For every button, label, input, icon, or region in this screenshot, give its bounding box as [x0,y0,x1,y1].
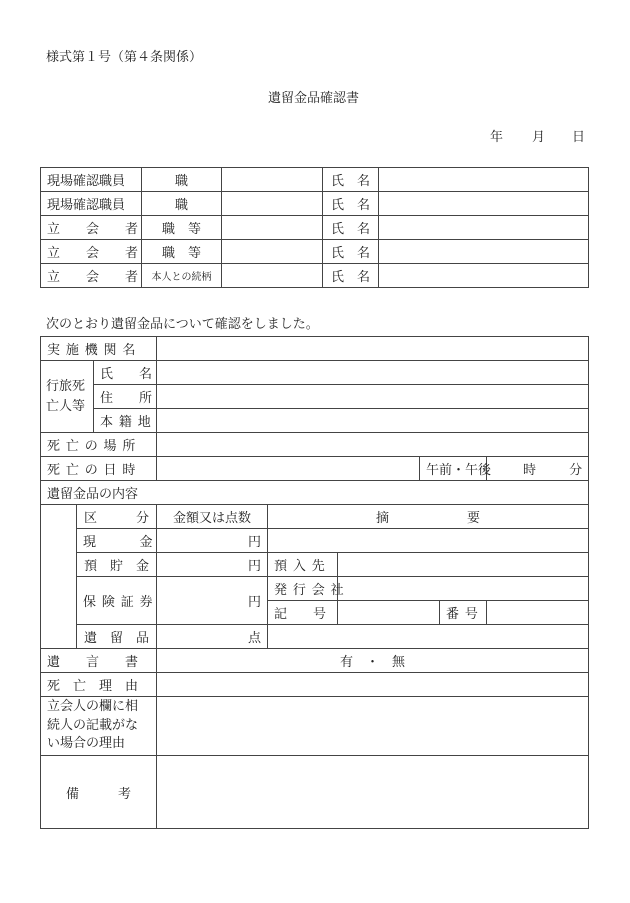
attendee-sub-value[interactable] [222,240,323,264]
deceased-domicile-value[interactable] [157,409,589,433]
deceased-address-value[interactable] [157,385,589,409]
deceased-domicile-label: 本籍地 [94,409,157,433]
securities-label: 保険証券 [77,577,157,625]
deposit-at-label: 預入先 [268,553,338,577]
attendee-role: 立 会 者 [41,240,142,264]
date-day-label: 日 [572,130,586,145]
attendee-name-label: 氏 名 [323,216,379,240]
attendee-name-value[interactable] [379,168,589,192]
cash-amount[interactable]: 円 [157,529,268,553]
death-time-value[interactable] [487,457,589,481]
no-heir-reason-line: 立会人の欄に相 [47,698,139,714]
attendee-row [41,216,589,240]
remarks-value[interactable] [157,756,589,829]
belongings-summary[interactable] [268,625,589,649]
issuer-value[interactable] [338,577,589,601]
attendee-name-value[interactable] [379,240,589,264]
belongings-count[interactable]: 点 [157,625,268,649]
col-amount-header: 金額又は点数 [157,505,268,529]
attendee-sub-label: 職 [142,168,222,192]
deceased-group-label: 行旅死亡人等 [41,361,94,433]
agency-label: 実施機関名 [41,337,157,361]
attendee-row [41,240,589,264]
no-heir-reason-line: い場合の理由 [47,736,126,752]
no-heir-reason-line: 続人の記載がな [47,717,139,733]
will-value[interactable]: 有 ・ 無 [157,649,589,673]
attendee-name-label: 氏 名 [323,168,379,192]
attendee-sub-label: 職 等 [142,240,222,264]
attendee-sub-label: 本人との続柄 [142,264,222,288]
attendee-name-label: 氏 名 [323,240,379,264]
estate-table [40,336,589,829]
remarks-label: 備 考 [41,756,157,829]
hour-label: 時 [523,463,537,478]
col-summary-header: 摘 要 [268,505,589,529]
will-label: 遺 言 書 [41,649,157,673]
symbol-value[interactable] [338,601,440,625]
death-date-value[interactable] [157,457,420,481]
cash-label: 現 金 [77,529,157,553]
death-cause-value[interactable] [157,673,589,697]
attendee-sub-value[interactable] [222,192,323,216]
attendee-name-label: 氏 名 [323,264,379,288]
symbol-label: 記 号 [268,601,338,625]
attendee-row [41,168,589,192]
deposit-amount[interactable]: 円 [157,553,268,577]
no-heir-reason-value[interactable] [157,697,589,756]
attendee-name-value[interactable] [379,216,589,240]
attendee-name-value[interactable] [379,192,589,216]
attendee-row [41,192,589,216]
items-indent-cell [41,505,77,649]
death-cause-label: 死 亡 理 由 [41,673,157,697]
attendee-role: 現場確認職員 [41,192,142,216]
deposit-at-value[interactable] [338,553,589,577]
attendee-table [40,167,589,288]
intro-text: 次のとおり遺留金品について確認をしました。 [46,317,319,332]
attendee-sub-value[interactable] [222,264,323,288]
date-month-label: 月 [532,130,546,145]
attendee-sub-label: 職 等 [142,216,222,240]
date-year-label: 年 [490,130,504,145]
attendee-sub-label: 職 [142,192,222,216]
items-heading: 遺留金品の内容 [41,481,589,505]
securities-amount[interactable]: 円 [157,577,268,625]
no-heir-reason-label [41,697,157,756]
attendee-role: 立 会 者 [41,216,142,240]
form-number: 様式第１号（第４条関係） [46,50,203,65]
minute-label: 分 [569,463,583,478]
cash-summary[interactable] [268,529,589,553]
number-value[interactable] [487,601,589,625]
attendee-role: 現場確認職員 [41,168,142,192]
attendee-name-label: 氏 名 [323,192,379,216]
deceased-name-value[interactable] [157,361,589,385]
attendee-sub-value[interactable] [222,216,323,240]
attendee-sub-value[interactable] [222,168,323,192]
attendee-role: 立 会 者 [41,264,142,288]
col-category-header: 区 分 [77,505,157,529]
death-place-value[interactable] [157,433,589,457]
number-label: 番号 [440,601,487,625]
deceased-name-label: 氏 名 [94,361,157,385]
attendee-row [41,264,589,288]
deposit-label: 預 貯 金 [77,553,157,577]
death-place-label: 死亡の場所 [41,433,157,457]
deceased-address-label: 住 所 [94,385,157,409]
issuer-label: 発行会社 [268,577,338,601]
ampm-label[interactable]: 午前・午後 [420,457,487,481]
document-title: 遺留金品確認書 [268,91,360,106]
attendee-name-value[interactable] [379,264,589,288]
belongings-label: 遺 留 品 [77,625,157,649]
death-datetime-label: 死亡の日時 [41,457,157,481]
agency-value[interactable] [157,337,589,361]
